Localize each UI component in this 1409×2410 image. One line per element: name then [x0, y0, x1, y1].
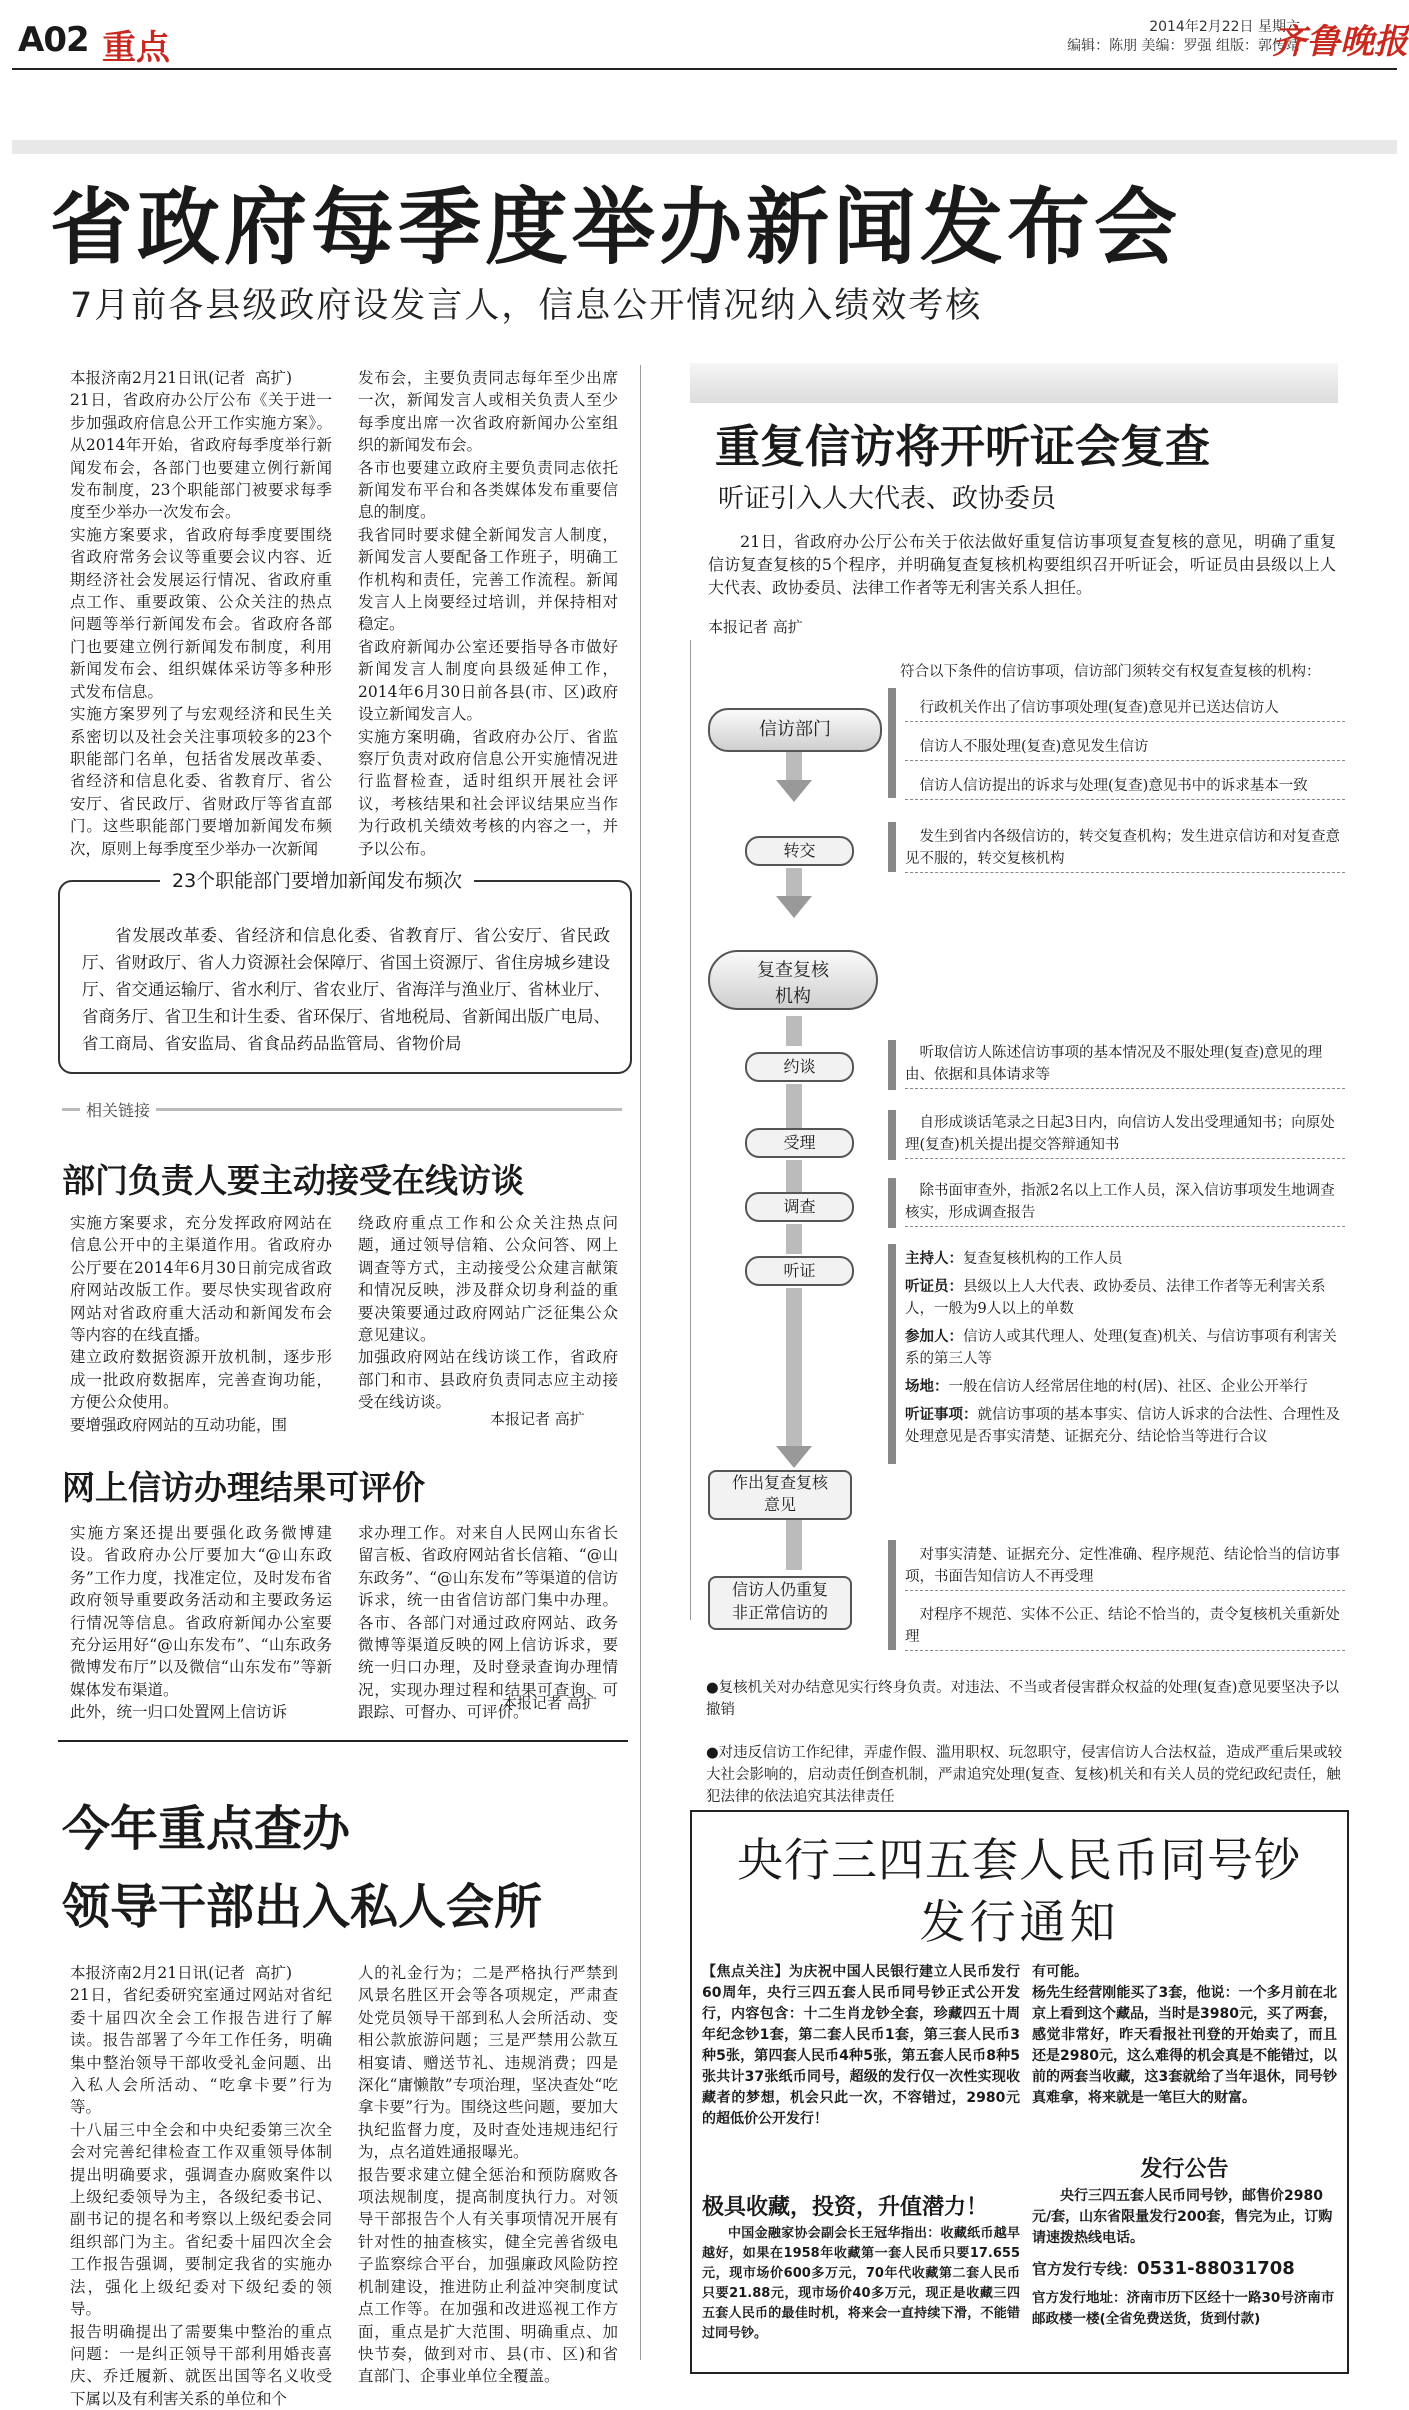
ad-left-text: 【焦点关注】为庆祝中国人民银行建立人民币发行60周年，央行三四五套人民币同号钞正式公开发行，内容包含：十二生肖龙钞全套，珍藏四五十周年纪念钞1套，第二套人民币1套，第三套人民币3种5张，第四套人民币4种5张，第五套人民币8种5张共计37张纸币同号，超级的发行仅一次性实现收藏者的梦想，机会只此一次，不容错过，2980元的超低价公开发行！ [702, 1964, 1020, 2127]
article2-col1: 实施方案要求，充分发挥政府网站在信息公开中的主渠道作用。省政府办公厅要在2014年6月30日前完成省政府网站改版工作。要尽快实现省政府网站对省政府重大活动和新闻发布会等内容的在线直播。 建立政府数据资源开放机制，逐步形成一批政府数据库，完善查询功能，方便公众使用。 要增强政府网站的互动功能，围 [70, 1214, 332, 1434]
flow-review-line1: 复查复核 [757, 960, 829, 981]
hearing-venue-value: 一般在信访人经常居住地的村(居)、社区、企业公开举行 [948, 1379, 1308, 1395]
article3-col1: 实施方案还提出要强化政务微博建设。省政府办公厅要加大“@山东政务”工作力度，找准定位，及时发布省政府领导重要政务活动和主要政务运行情况等信息。省政府新闻办公室要充分运用好“@山东发布”、“山东政务微博发布厅”以及微信“山东发布”等新媒体发布渠道。 此外，统一归口处置网上信访诉 [70, 1524, 332, 1722]
lower-headline-line2: 领导干部出入私人会所 [62, 1879, 543, 1935]
ad-right-text: 有可能。 杨先生经营刚能买了3套，他说：一个多月前在北京上看到这个藏品，当时是3980元，买了两套，感觉非常好，昨天看报社刊登的开始卖了，而且还是2980元，这么难得的机会真是不能错过，以前的两套当收藏，这3套就给了当年退休，同号钞真难拿，将来就是一笔巨大的财富。 [1032, 1964, 1337, 2106]
flow-s3-note: 除书面审查外，指派2名以上工作人员，深入信访事项发生地调查核实，形成调查报告 [905, 1180, 1345, 1227]
lower-headline-line1: 今年重点查办 [62, 1801, 351, 1857]
hearing-participants [905, 1326, 1345, 1370]
flow-transfer-note: 发生到省内各级信访的，转交复查机构；发生进京信访和对复查意见不服的，转交复核机构 [905, 826, 1345, 873]
ad-left-text-2: 中国金融家协会副会长王冠华指出：收藏纸币越早越好，如果在1958年收藏第一套人民币只要17.655元，现市场价600多万元，70年代收藏第二套人民币只要21.88元，现市场价40多万元，现正是收藏三四五套人民币的最佳时机，将来会一直持续下滑，不能错过同号钞。 [702, 2226, 1020, 2341]
flow-shaft [786, 1224, 802, 1254]
lower-article-col2: 人的礼金行为；二是严格执行严禁到风景名胜区开会等各项规定，严肃查处党员领导干部到私人会所活动、变相公款旅游问题；三是严禁用公款互相宴请、赠送节礼、违规消费；四是深化“庸懒散”专项治理，坚决查处“吃拿卡要”行为。围绕这些问题，要加大执纪监督力度，及时查处违规违纪行为，点名道姓通报曝光。 报告要求建立健全惩治和预防腐败各项法规制度，提高制度执行力。对领导干部报告个人有关事项情况开展有针对性的抽查核实，健全完善省级电子监察综合平台，加强廉政风险防控机制建设，推进防止利益冲突制度试点工作等。在加强和改进巡视工作方面，重点是扩大范围、明确重点、加快节奏，做到对市、县(市、区)和省直部门、企事业单位全覆盖。 [358, 1964, 618, 2386]
xinfang-bullet-2: ●对违反信访工作纪律，弄虚作假、滥用职权、玩忽职守，侵害信访人合法权益，造成严重后果或较大社会影响的，启动责任倒查机制，严肃追究处理(复查、复核)机关和有关人员的党纪政纪责任，触犯法律的依法追究其法律责任 [706, 1745, 1343, 1805]
flow-step-interview: 约谈 [745, 1052, 854, 1082]
hearing-venue-key: 场地： [905, 1378, 949, 1395]
flow-decision-bar [888, 1540, 896, 1650]
flow-hearing-details [905, 1248, 1345, 1448]
header-band [12, 140, 1397, 154]
flow-s1-note: 听取信访人陈述信访事项的基本情况及不服处理(复查)意见的理由、依据和具体请求等 [905, 1042, 1345, 1089]
flow-shaft [786, 1520, 802, 1570]
hearing-host-value: 复查复核机构的工作人员 [963, 1251, 1123, 1267]
departments-box [58, 870, 632, 1074]
issue-date: 2014年2月22日 星期六 [1149, 19, 1300, 35]
flow-transfer-bar [888, 822, 896, 872]
hearing-items-value: 就信访事项的基本事实、信访人诉求的合法性、合理性及处理意见是否事实清楚、证据充分、结论恰当等进行合议 [905, 1407, 1340, 1445]
xinfang-subheadline: 听证引入人大代表、政协委员 [718, 484, 1057, 514]
ad-title-line2: 发行通知 [919, 1895, 1120, 1949]
flow-step-accept: 受理 [745, 1128, 854, 1158]
main-headline: 省政府每季度举办新闻发布会 [50, 178, 1181, 276]
hearing-participants-value: 信访人或其代理人、处理(复查)机关、与信访事项有利害关系的第三人等 [905, 1329, 1337, 1367]
section-name: 重点 [102, 28, 170, 68]
hearing-items-key: 听证事项： [905, 1406, 978, 1423]
flow-stage-review [708, 950, 878, 1010]
xinfang-headline: 重复信访将开听证会复查 [715, 420, 1211, 473]
flow-decision-1: 对事实清楚、证据充分、定性准确、程序规范、结论恰当的信访事项，书面告知信访人不再受理 [905, 1544, 1345, 1591]
lower-article-col1: 本报济南2月21日讯(记者 高扩) 21日，省纪委研究室通过网站对省纪委十届四次全会工作报告进行了解读。报告部署了今年工作任务，明确集中整治领导干部收受礼金问题、出入私人会所活动、“吃拿卡要”行为等。 十八届三中全会和中央纪委第三次全会对完善纪律检查工作双重领导体制提出明确要求，强调查办腐败案件以上级纪委领导为主，各级纪委书记、副书记的提名和考察以上级纪委会同组织部门为主。省纪委十届四次全会工作报告强调，要制定我省的实施办法，强化上级纪委对下级纪委的领导。 报告明确提出了需要集中整治的重点问题：一是纠正领导干部利用婚丧喜庆、乔迁履新、就医出国等名义收受下属以及有利害关系的单位和个 [70, 1964, 332, 2408]
ad-hotline-row [1032, 2258, 1337, 2279]
ad-slogan: 极具收藏，投资，升值潜力！ [702, 2195, 989, 2220]
related-label: 相关链接 [80, 1098, 156, 1121]
departments-list: 省发展改革委、省经济和信息化委、省教育厅、省公安厅、省民政厅、省财政厅、省人力资源社会保障厅、省国土资源厅、省住房城乡建设厅、省交通运输厅、省水利厅、省农业厅、省海洋与渔业厅、省林业厅、省商务厅、省卫生和计生委、省环保厅、省地税局、省新闻出版广电局、省工商局、省安监局、省食品药品监管局、省物价局 [82, 926, 610, 1053]
flow-shaft [786, 752, 802, 782]
flow-step-investigate: 调查 [745, 1192, 854, 1222]
flow-arrow [776, 780, 812, 802]
flow-condition-2: 信访人不服处理(复查)意见发生信访 [905, 736, 1345, 761]
xinfang-bullet-1: ●复核机关对办结意见实行终身负责。对违法、不当或者侵害群众权益的处理(复查)意见要坚决予以撤销 [706, 1680, 1339, 1718]
article2-headline: 部门负责人要主动接受在线访谈 [62, 1161, 524, 1200]
flow-decide-line2: 意见 [763, 1495, 796, 1514]
flow-s2-bar [888, 1110, 896, 1160]
flow-arrow [776, 1446, 812, 1468]
flow-step-transfer: 转交 [745, 836, 854, 866]
paper-logo: 齐鲁晚报 [1272, 22, 1408, 62]
flow-s2-note: 自形成谈话笔录之日起3日内，向信访人发出受理通知书；向原处理(复查)机关提出提交答辩通知书 [905, 1112, 1345, 1159]
ad-notice-text: 央行三四五套人民币同号钞，邮售价2980元/套，山东省限量发行200套，售完为止，订购请速拨热线电话。 [1032, 2188, 1333, 2246]
flow-condition-bar [888, 688, 896, 798]
ad-hotline-number: 0531-88031708 [1137, 2258, 1295, 2279]
ad-title-line1: 央行三四五套人民币同号钞 [737, 1833, 1301, 1887]
hearing-venue [905, 1376, 1345, 1398]
section-divider [58, 1740, 628, 1742]
flow-shaft [786, 1160, 802, 1194]
staff-credits: 编辑：陈朋 美编：罗强 组版：郭传靖 [1067, 38, 1300, 54]
flow-arrow [776, 896, 812, 918]
article2-col2: 绕政府重点工作和公众关注热点问题，通过领导信箱、公众问答、网上调查等方式，主动接受公众建言献策和情况反映，涉及群众切身利益的重要决策要通过政府网站广泛征集公众意见建议。 加强政府网站在线访谈工作，省政府部门和市、县政府负责同志应主动接受在线访谈。 [358, 1214, 618, 1412]
flow-step-hearing: 听证 [745, 1256, 854, 1286]
hearing-items [905, 1404, 1345, 1448]
flow-repeat-line2: 非正常信访的 [731, 1603, 828, 1622]
column-divider [640, 365, 641, 2360]
flow-shaft [786, 1288, 802, 1448]
flow-step-repeat [708, 1576, 852, 1630]
header-rule [12, 68, 1397, 70]
article3-headline: 网上信访办理结果可评价 [62, 1468, 425, 1507]
article3-col2: 求办理工作。对来自人民网山东省长留言板、省政府网站省长信箱、“@山东政务”、“@山东发布”等渠道的信访诉求，统一由省信访部门集中办理。各市、各部门对通过政府网站、政务微博等渠道反映的网上信访诉求，要统一归口办理，及时登录查询办理情况，实现办理过程和结果可查询、可跟踪、可督办、可评价。 [358, 1524, 618, 1722]
ad-notice-title: 发行公告 [1140, 2157, 1229, 2182]
main-article-col1: 本报济南2月21日讯(记者 高扩) 21日，省政府办公厅公布《关于进一步加强政府信息公开工作实施方案》。从2014年开始，省政府每季度举行新闻发布会，各部门也要建立例行新闻发布制度，23个职能部门被要求每季度至少举办一次发布会。 实施方案要求，省政府每季度要围绕省政府常务会议等重要会议内容、近期经济社会发展运行情况、省政府重点工作、重要政策、公众关注的热点问题等举行新闻发布会。省政府各部门也要建立例行新闻发布制度，利用新闻发布会、组织媒体采访等多种形式发布信息。 实施方案罗列了与宏观经济和民生关系密切以及社会关注事项较多的23个职能部门名单，包括省发展改革委、省经济和信息化委、省教育厅、省公安厅、省民政厅、省财政厅等省直部门。这些职能部门要增加新闻发布频次，原则上每季度至少举办一次新闻 [70, 369, 332, 858]
flow-shaft [786, 1016, 802, 1046]
flow-s3-bar [888, 1178, 896, 1228]
flow-step-decide [708, 1470, 852, 1520]
page-code: A02 [18, 20, 89, 60]
flow-s1-bar [888, 1040, 896, 1090]
xinfang-title-band [690, 363, 1338, 403]
hearing-jurors-key: 听证员： [905, 1278, 963, 1295]
article2-byline: 本报记者 高扩 [490, 1410, 585, 1428]
flow-stage-dept: 信访部门 [708, 708, 882, 752]
header-meta [1020, 18, 1300, 56]
hearing-host-key: 主持人： [905, 1250, 963, 1267]
flow-decide-line1: 作出复查复核 [731, 1473, 828, 1492]
flow-repeat-line1: 信访人仍重复 [731, 1580, 828, 1599]
departments-box-title: 23个职能部门要增加新闻发布频次 [160, 866, 474, 893]
ad-hotline-label: 官方发行专线： [1032, 2260, 1138, 2278]
hearing-jurors [905, 1276, 1345, 1320]
flow-condition-3: 信访人信访提出的诉求与处理(复查)意见书中的诉求基本一致 [905, 775, 1345, 800]
hearing-participants-key: 参加人： [905, 1328, 963, 1345]
ad-address: 官方发行地址：济南市历下区经十一路30号济南市邮政楼一楼(全省免费送货，货到付款) [1032, 2290, 1335, 2327]
flow-decision-2: 对程序不规范、实体不公正、结论不恰当的，责令复核机关重新处理 [905, 1604, 1345, 1651]
advertisement-box [690, 1810, 1349, 2374]
flow-left-rule [690, 640, 691, 1620]
main-subheadline: 7月前各县级政府设发言人，信息公开情况纳入绩效考核 [70, 286, 983, 326]
hearing-host [905, 1248, 1345, 1270]
xinfang-lead: 21日，省政府办公厅公布关于依法做好重复信访事项复查复核的意见，明确了重复信访复查复核的5个程序，并明确复查复核机构要组织召开听证会，听证员由县级以上人大代表、政协委员、法律工作者等无利害关系人担任。 [708, 532, 1336, 597]
flow-shaft [786, 1084, 802, 1134]
flow-condition-head: 符合以下条件的信访事项，信访部门须转交有权复查复核的机构： [900, 664, 1321, 680]
flow-hearing-bar [888, 1244, 896, 1464]
article3-byline: 本报记者 高扩 [502, 1694, 597, 1712]
xinfang-byline: 本报记者 高扩 [708, 618, 803, 636]
main-article-col2: 发布会，主要负责同志每年至少出席一次，新闻发言人或相关负责人至少每季度出席一次省政府新闻办公室组织的新闻发布会。 各市也要建立政府主要负责同志依托新闻发布平台和各类媒体发布重要信息的制度。 我省同时要求健全新闻发言人制度，新闻发言人要配备工作班子，明确工作机构和责任，完善工作流程。新闻发言人上岗要经过培训，并保持相对稳定。 省政府新闻办公室还要指导各市做好新闻发言人制度向县级延伸工作，2014年6月30日前各县(市、区)政府设立新闻发言人。 实施方案明确，省政府办公厅、省监察厅负责对政府信息公开实施情况进行监督检查，适时组织开展社会评议，考核结果和社会评议结果应当作为行政机关绩效考核的内容之一，并予以公布。 [358, 369, 618, 858]
hearing-jurors-value: 县级以上人大代表、政协委员、法律工作者等无利害关系人，一般为9人以上的单数 [905, 1279, 1326, 1317]
flow-condition-1: 行政机关作出了信访事项处理(复查)意见并已送达信访人 [905, 697, 1345, 722]
flow-review-line2: 机构 [775, 986, 811, 1007]
flow-shaft [786, 868, 802, 898]
